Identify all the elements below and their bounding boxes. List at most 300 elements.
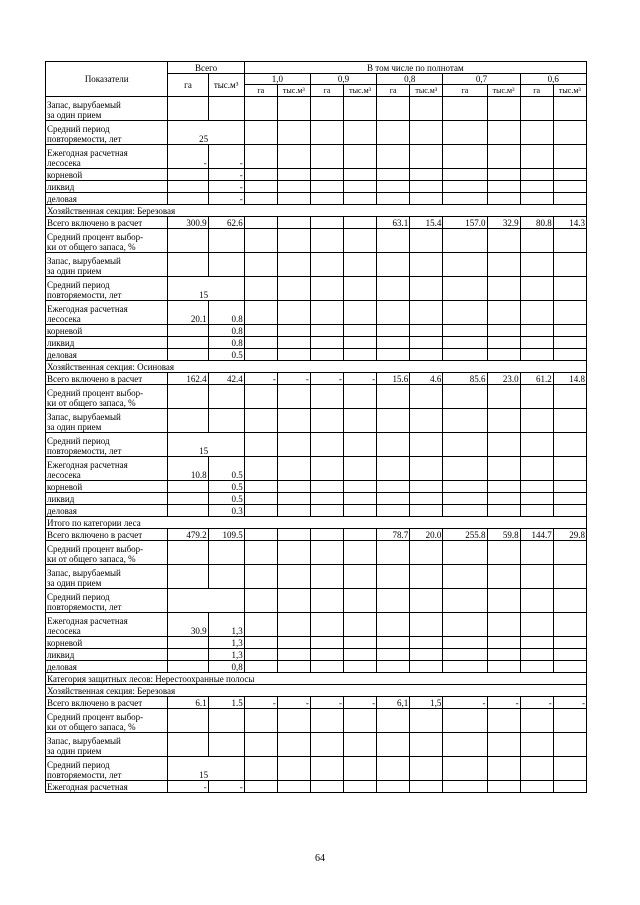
table-cell	[553, 385, 586, 409]
table-cell	[553, 301, 586, 325]
table-cell	[277, 661, 310, 673]
table-cell	[553, 145, 586, 169]
table-cell	[443, 457, 487, 481]
table-row	[46, 385, 587, 409]
table-row	[46, 649, 587, 661]
table-cell	[443, 121, 487, 145]
table-cell	[244, 217, 277, 229]
row-label: Ежегодная расчетная лесосека	[46, 457, 168, 481]
table-cell	[487, 277, 520, 301]
table-cell	[487, 613, 520, 637]
table-cell	[244, 565, 277, 589]
table-cell	[553, 733, 586, 757]
table-cell: 80.8	[520, 217, 553, 229]
table-cell	[310, 649, 343, 661]
table-cell	[344, 781, 377, 793]
table-cell	[277, 481, 310, 493]
table-cell: 29.8	[553, 529, 586, 541]
table-cell	[487, 181, 520, 193]
table-cell: -	[344, 373, 377, 385]
table-cell	[410, 253, 443, 277]
table-row	[46, 325, 587, 337]
table-row	[46, 505, 587, 517]
table-cell	[344, 637, 377, 649]
header-density-2: 0,9	[310, 74, 376, 85]
table-cell	[377, 493, 410, 505]
table-cell	[553, 481, 586, 493]
header-unit-volume: тыс.м³	[277, 85, 310, 97]
row-label: Средний период повторяемости, лет	[46, 433, 168, 457]
table-cell	[553, 121, 586, 145]
forest-harvest-table	[45, 61, 587, 793]
table-cell	[277, 433, 310, 457]
table-cell	[310, 613, 343, 637]
table-cell: 0.3	[208, 505, 244, 517]
table-cell	[443, 409, 487, 433]
table-cell	[168, 97, 208, 121]
row-label: Запас, вырубаемый за один прием	[46, 253, 168, 277]
table-cell	[310, 169, 343, 181]
table-cell	[277, 181, 310, 193]
table-cell	[553, 181, 586, 193]
table-cell	[168, 481, 208, 493]
table-cell	[344, 433, 377, 457]
table-cell	[377, 709, 410, 733]
section-title: Хозяйственная секция: Березовая	[46, 205, 587, 217]
row-label: Средний период повторяемости, лет	[46, 277, 168, 301]
table-cell	[553, 169, 586, 181]
table-cell: 1,5	[410, 697, 443, 709]
table-cell	[553, 409, 586, 433]
table-cell: 1,3	[208, 649, 244, 661]
table-cell	[244, 325, 277, 337]
table-cell	[553, 193, 586, 205]
table-row	[46, 481, 587, 493]
table-cell	[344, 217, 377, 229]
table-cell: -	[208, 193, 244, 205]
table-cell	[168, 649, 208, 661]
table-cell: 32.9	[487, 217, 520, 229]
table-cell	[443, 229, 487, 253]
table-cell	[410, 709, 443, 733]
table-cell	[377, 169, 410, 181]
header-unit-ha: га	[443, 85, 487, 97]
table-cell	[443, 181, 487, 193]
table-cell: -	[168, 781, 208, 793]
table-cell	[487, 637, 520, 649]
table-cell	[344, 481, 377, 493]
table-cell	[553, 637, 586, 649]
row-label: деловая	[46, 193, 168, 205]
table-cell	[344, 253, 377, 277]
table-cell	[443, 145, 487, 169]
table-cell	[443, 541, 487, 565]
table-row	[46, 589, 587, 613]
table-cell	[410, 481, 443, 493]
table-cell	[520, 181, 553, 193]
table-cell	[520, 481, 553, 493]
table-cell	[520, 757, 553, 781]
table-cell	[244, 253, 277, 277]
section-row	[46, 517, 587, 529]
table-cell	[277, 757, 310, 781]
table-row	[46, 613, 587, 637]
table-cell	[487, 457, 520, 481]
table-cell	[277, 169, 310, 181]
table-cell	[344, 301, 377, 325]
table-cell	[277, 301, 310, 325]
table-cell	[244, 541, 277, 565]
table-cell	[344, 193, 377, 205]
table-cell	[520, 385, 553, 409]
header-total-volume: тыс.м³	[208, 74, 244, 97]
section-row	[46, 205, 587, 217]
table-cell	[244, 301, 277, 325]
table-cell	[553, 709, 586, 733]
table-cell	[443, 481, 487, 493]
table-cell	[168, 325, 208, 337]
table-cell: 85.6	[443, 373, 487, 385]
table-cell: 0.8	[208, 337, 244, 349]
header-unit-ha: га	[244, 85, 277, 97]
table-cell	[377, 637, 410, 649]
table-cell	[344, 169, 377, 181]
row-label: деловая	[46, 505, 168, 517]
table-cell: 25	[168, 121, 244, 145]
table-cell	[377, 97, 410, 121]
table-cell	[377, 409, 410, 433]
header-density-4: 0,7	[443, 74, 520, 85]
table-cell	[410, 301, 443, 325]
table-row	[46, 217, 587, 229]
section-row	[46, 361, 587, 373]
table-row	[46, 121, 587, 145]
table-cell: 0.5	[208, 349, 244, 361]
table-cell: 0.5	[208, 481, 244, 493]
header-unit-ha: га	[377, 85, 410, 97]
table-cell	[520, 253, 553, 277]
table-cell: 6,1	[377, 697, 410, 709]
table-cell	[310, 781, 343, 793]
table-cell	[277, 733, 310, 757]
header-unit-volume: тыс.м³	[344, 85, 377, 97]
table-cell	[410, 565, 443, 589]
table-cell	[553, 589, 586, 613]
table-cell	[377, 145, 410, 169]
table-cell	[277, 349, 310, 361]
table-cell	[487, 349, 520, 361]
table-cell	[168, 181, 208, 193]
table-cell	[310, 709, 343, 733]
table-cell	[277, 493, 310, 505]
row-label: Запас, вырубаемый за один прием	[46, 565, 168, 589]
table-cell	[310, 181, 343, 193]
table-cell	[553, 493, 586, 505]
table-row	[46, 409, 587, 433]
table-row	[46, 145, 587, 169]
table-cell	[487, 757, 520, 781]
table-cell	[277, 385, 310, 409]
table-cell	[520, 325, 553, 337]
header-unit-volume: тыс.м³	[553, 85, 586, 97]
header-unit-ha: га	[520, 85, 553, 97]
table-cell	[168, 709, 208, 733]
table-cell	[244, 709, 277, 733]
table-cell: -	[244, 697, 277, 709]
table-cell	[443, 781, 487, 793]
table-cell	[277, 505, 310, 517]
table-cell: -	[208, 145, 244, 169]
table-cell	[410, 637, 443, 649]
header-total-ha: га	[168, 74, 208, 97]
table-cell: -	[277, 697, 310, 709]
table-cell	[168, 493, 208, 505]
table-cell	[277, 613, 310, 637]
table-cell	[520, 661, 553, 673]
table-cell	[410, 613, 443, 637]
table-cell	[553, 757, 586, 781]
table-cell	[377, 301, 410, 325]
table-row	[46, 193, 587, 205]
table-cell: 479.2	[168, 529, 208, 541]
table-cell	[344, 145, 377, 169]
table-cell: -	[520, 697, 553, 709]
table-cell	[344, 529, 377, 541]
table-cell	[443, 589, 487, 613]
table-cell	[377, 649, 410, 661]
table-cell	[277, 649, 310, 661]
table-cell	[344, 709, 377, 733]
table-cell	[244, 193, 277, 205]
table-cell	[344, 541, 377, 565]
table-cell	[344, 661, 377, 673]
table-cell	[377, 385, 410, 409]
table-row	[46, 169, 587, 181]
table-cell: 0.8	[208, 325, 244, 337]
table-cell	[244, 649, 277, 661]
table-cell	[377, 193, 410, 205]
table-cell	[168, 229, 208, 253]
row-label: корневой	[46, 325, 168, 337]
table-cell	[520, 409, 553, 433]
table-cell	[520, 493, 553, 505]
table-cell	[410, 505, 443, 517]
table-cell	[553, 97, 586, 121]
table-cell	[487, 325, 520, 337]
table-cell	[310, 193, 343, 205]
table-cell	[520, 277, 553, 301]
table-cell	[520, 169, 553, 181]
row-label: Ежегодная расчетная лесосека	[46, 145, 168, 169]
table-cell	[443, 337, 487, 349]
row-label: Всего включено в расчет	[46, 697, 168, 709]
table-cell: 59.8	[487, 529, 520, 541]
row-label: Средний процент выбор- ки от общего запаса, %	[46, 709, 168, 733]
table-cell	[277, 325, 310, 337]
table-cell	[377, 277, 410, 301]
table-cell	[487, 433, 520, 457]
table-row	[46, 541, 587, 565]
table-cell	[208, 541, 244, 565]
table-cell	[244, 781, 277, 793]
section-row	[46, 673, 587, 685]
table-cell	[310, 253, 343, 277]
table-cell	[553, 661, 586, 673]
table-cell	[344, 493, 377, 505]
table-cell: 162.4	[168, 373, 208, 385]
table-cell	[487, 541, 520, 565]
table-cell	[553, 325, 586, 337]
table-cell: 255.8	[443, 529, 487, 541]
table-cell: -	[244, 373, 277, 385]
table-cell	[277, 409, 310, 433]
table-cell	[520, 733, 553, 757]
row-label: корневой	[46, 169, 168, 181]
table-row	[46, 529, 587, 541]
table-cell: 20.1	[168, 301, 208, 325]
table-cell	[410, 277, 443, 301]
table-cell: 62.6	[208, 217, 244, 229]
page-number: 64	[315, 853, 325, 864]
table-cell	[410, 541, 443, 565]
table-cell	[310, 409, 343, 433]
table-cell	[377, 505, 410, 517]
table-cell	[377, 589, 410, 613]
table-cell	[443, 385, 487, 409]
table-cell	[310, 481, 343, 493]
table-cell	[443, 433, 487, 457]
row-label: Запас, вырубаемый за один прием	[46, 97, 168, 121]
table-cell	[310, 733, 343, 757]
table-cell	[310, 661, 343, 673]
row-label: ликвид	[46, 649, 168, 661]
table-cell: 0,8	[208, 661, 244, 673]
table-cell	[310, 541, 343, 565]
table-row	[46, 337, 587, 349]
table-cell	[553, 433, 586, 457]
table-cell	[344, 229, 377, 253]
table-cell	[208, 253, 244, 277]
table-cell: 157.0	[443, 217, 487, 229]
table-cell: 4.6	[410, 373, 443, 385]
table-cell	[277, 337, 310, 349]
table-cell	[277, 781, 310, 793]
table-cell	[553, 541, 586, 565]
table-cell	[553, 253, 586, 277]
table-cell	[244, 277, 277, 301]
table-row	[46, 97, 587, 121]
table-cell	[410, 193, 443, 205]
table-header	[46, 62, 587, 97]
table-cell	[553, 277, 586, 301]
table-row	[46, 277, 587, 301]
table-cell	[244, 505, 277, 517]
table-cell	[244, 613, 277, 637]
table-cell	[377, 229, 410, 253]
table-cell	[277, 97, 310, 121]
table-cell	[277, 229, 310, 253]
table-cell	[244, 757, 277, 781]
header-indicators: Показатели	[46, 62, 168, 97]
row-label: Средний процент выбор- ки от общего запаса, %	[46, 229, 168, 253]
table-cell	[168, 661, 208, 673]
table-cell	[487, 385, 520, 409]
table-cell	[443, 493, 487, 505]
table-cell	[443, 637, 487, 649]
row-label: Средний период повторяемости, лет	[46, 589, 168, 613]
section-row	[46, 685, 587, 697]
table-cell	[487, 493, 520, 505]
table-cell	[168, 565, 208, 589]
table-cell	[410, 325, 443, 337]
table-cell	[168, 589, 244, 613]
table-cell	[520, 541, 553, 565]
table-cell: -	[310, 697, 343, 709]
table-cell: -	[208, 169, 244, 181]
table-cell	[310, 505, 343, 517]
table-cell	[553, 349, 586, 361]
table-cell	[520, 637, 553, 649]
table-cell	[520, 709, 553, 733]
table-cell: 10.8	[168, 457, 208, 481]
table-cell	[487, 145, 520, 169]
section-title: Категория защитных лесов: Нерестоохранные полосы	[46, 673, 587, 685]
table-cell	[377, 337, 410, 349]
table-cell	[168, 733, 208, 757]
table-cell	[520, 337, 553, 349]
table-cell	[244, 385, 277, 409]
row-label: деловая	[46, 349, 168, 361]
table-cell	[208, 565, 244, 589]
table-cell: -	[208, 781, 244, 793]
row-label: Ежегодная расчетная	[46, 781, 168, 793]
row-label: Средний процент выбор- ки от общего запаса, %	[46, 385, 168, 409]
row-label: Запас, вырубаемый за один прием	[46, 733, 168, 757]
header-density-5: 0,6	[520, 74, 586, 85]
table-cell	[553, 457, 586, 481]
table-cell: 0.5	[208, 457, 244, 481]
table-cell	[310, 493, 343, 505]
table-row	[46, 709, 587, 733]
table-cell	[344, 349, 377, 361]
table-row	[46, 637, 587, 649]
table-cell	[168, 169, 208, 181]
table-cell	[410, 781, 443, 793]
table-cell	[443, 649, 487, 661]
table-cell	[520, 229, 553, 253]
table-cell	[487, 409, 520, 433]
table-cell	[487, 781, 520, 793]
table-row	[46, 781, 587, 793]
table-cell	[520, 565, 553, 589]
table-cell	[244, 457, 277, 481]
table-cell: 0.8	[208, 301, 244, 325]
table-cell	[443, 325, 487, 337]
table-row	[46, 493, 587, 505]
table-cell	[244, 589, 277, 613]
table-cell	[310, 229, 343, 253]
table-cell	[553, 337, 586, 349]
row-label: Средний процент выбор- ки от общего запаса, %	[46, 541, 168, 565]
table-cell	[168, 337, 208, 349]
table-cell	[410, 733, 443, 757]
table-cell: 6.1	[168, 697, 208, 709]
table-cell	[410, 661, 443, 673]
table-cell	[277, 217, 310, 229]
table-cell	[553, 613, 586, 637]
table-cell	[377, 781, 410, 793]
table-cell	[410, 181, 443, 193]
